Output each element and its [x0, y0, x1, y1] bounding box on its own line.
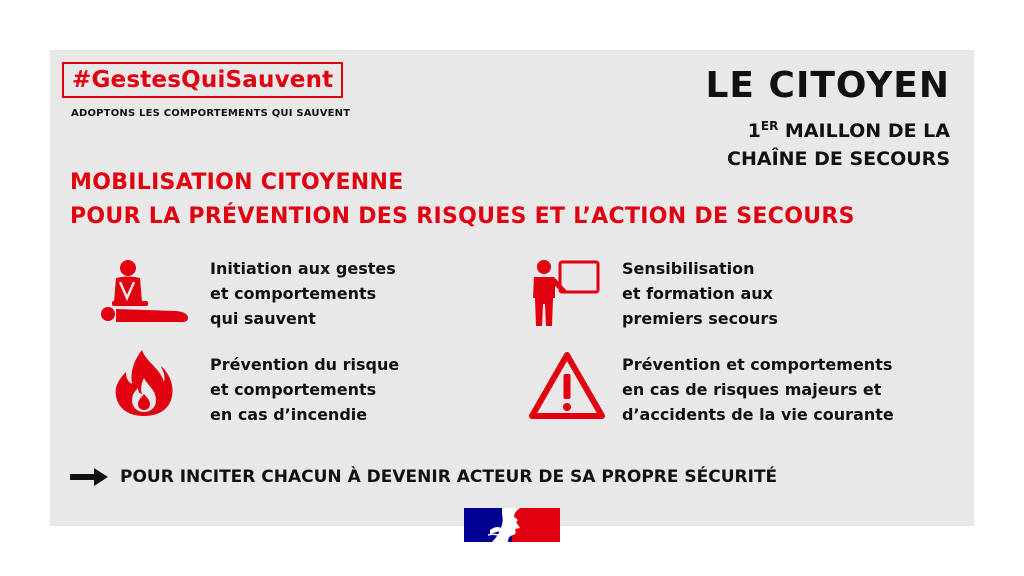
arrow-right-icon — [70, 468, 108, 486]
teacher-icon — [528, 258, 602, 328]
cpr-icon — [98, 258, 194, 328]
citoyen-subtitle-line-2: CHAÎNE DE SECOURS — [727, 148, 950, 170]
conclusion-text: POUR INCITER CHACUN À DEVENIR ACTEUR DE SA PROPRE SÉCURITÉ — [120, 467, 778, 487]
ordinal-number: 1 — [747, 120, 761, 142]
item-prevention-incendie-line-2: et comportements — [210, 380, 377, 399]
item-sensibilisation-line-1: Sensibilisation — [622, 259, 755, 278]
item-initiation-line-2: et comportements — [210, 284, 377, 303]
item-initiation-line-3: qui sauvent — [210, 309, 316, 328]
item-initiation-line-1: Initiation aux gestes — [210, 259, 396, 278]
info-panel — [50, 50, 974, 526]
fire-icon — [114, 348, 174, 418]
item-risques-majeurs-line-1: Prévention et comportements — [622, 355, 893, 374]
item-prevention-incendie-line-3: en cas d’incendie — [210, 405, 368, 424]
tagline: ADOPTONS LES COMPORTEMENTS QUI SAUVENT — [71, 108, 351, 119]
item-risques-majeurs-line-3: d’accidents de la vie courante — [622, 405, 894, 424]
item-risques-majeurs — [622, 352, 894, 427]
hashtag-badge: #GestesQuiSauvent — [62, 62, 343, 98]
citoyen-subtitle — [727, 112, 950, 173]
ordinal-suffix: ER — [760, 119, 779, 133]
item-sensibilisation-line-3: premiers secours — [622, 309, 778, 328]
item-initiation — [210, 256, 396, 331]
item-sensibilisation-line-2: et formation aux — [622, 284, 773, 303]
headline-line-1: MOBILISATION CITOYENNE — [70, 170, 404, 195]
item-risques-majeurs-line-2: en cas de risques majeurs et — [622, 380, 882, 399]
citoyen-title: LE CITOYEN — [705, 65, 950, 106]
headline-line-2: POUR LA PRÉVENTION DES RISQUES ET L’ACTION DE SECOURS — [70, 204, 855, 229]
maillon-text: MAILLON DE LA — [778, 120, 950, 142]
headline — [70, 166, 855, 234]
republique-francaise-logo-icon — [464, 508, 560, 542]
item-sensibilisation — [622, 256, 778, 331]
warning-icon — [528, 350, 606, 420]
item-prevention-incendie-line-1: Prévention du risque — [210, 355, 400, 374]
item-prevention-incendie — [210, 352, 399, 427]
citoyen-subtitle-line-1 — [727, 112, 950, 145]
